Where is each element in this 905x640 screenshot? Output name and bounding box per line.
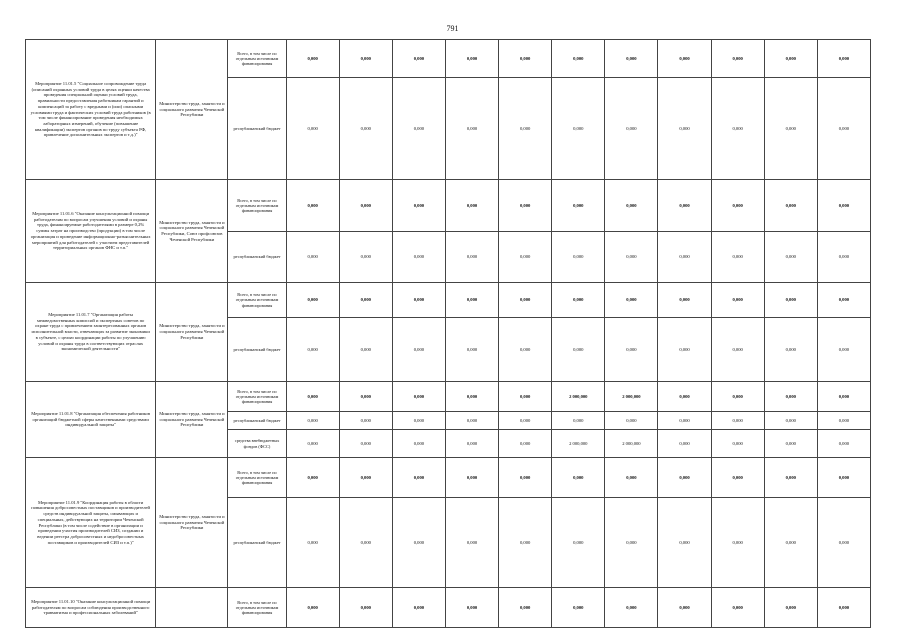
funding-value: 0,000 (339, 588, 392, 628)
funding-value: 0,000 (445, 180, 498, 232)
funding-value: 0,000 (499, 498, 552, 588)
funding-value: 0,000 (605, 498, 658, 588)
funding-value: 0,000 (764, 412, 817, 430)
funding-value: 0,000 (286, 430, 339, 458)
funding-value: 0,000 (339, 498, 392, 588)
measure-name: Мероприятие 11.01.9 "Координация работы в области повышения добросовестных поставщиков и производителей средств индивидуальной защиты, смывающих и специальных, действующих на территории Чеченской Республики (в том числе содействие в организации и проведении участия производителей СИЗ, создании и ведении реестра добросовестных и недобросовестных поставщиков и производителей СИЗ и т.п.)" (26, 458, 156, 588)
funding-value: 0,000 (392, 180, 445, 232)
funding-value: 0,000 (552, 498, 605, 588)
measure-executor (156, 588, 228, 628)
funding-value: 0,000 (552, 78, 605, 180)
funding-value: 0,000 (711, 430, 764, 458)
measure-executor: Министерство труда, занятости и социального развития Чеченской Республики (156, 382, 228, 458)
funding-value: 0,000 (605, 40, 658, 78)
funding-value: 0,000 (658, 78, 711, 180)
funding-value: 0,000 (658, 498, 711, 588)
funding-value: 0,000 (711, 283, 764, 318)
measure-name: Мероприятие 11.01.7 "Организация работы межведомственных комиссий и экспертных советов по охране труда с привлечением заинтересованных органов исполнительной власти, отвечающих за развитие экономики в субъекте, с целью координации работы по улучшению условий и охраны труда в соответствующих отраслях экономической деятельности" (26, 283, 156, 382)
funding-source: республиканский бюджет (228, 78, 286, 180)
funding-value: 0,000 (286, 498, 339, 588)
funding-value: 0,000 (499, 232, 552, 283)
measure-name: Мероприятие 11.01.8 "Организация обеспечения работников организаций бюджетной сферы качественными средствами индивидуальной защиты" (26, 382, 156, 458)
funding-value: 0,000 (286, 588, 339, 628)
funding-value: 0,000 (605, 232, 658, 283)
funding-value: 0,000 (764, 318, 817, 382)
funding-value: 0,000 (499, 318, 552, 382)
measure-name: Мероприятие 11.01.5 "Социальное сопровождение труда (описаний охранных условий труда в целях оценки качества проведения специальной оценки условий труда, правильности предоставления работникам гарантий и компенсаций за работу с вредными и (или) опасными условиями труда и фактических условий труда работников (в том числе финансирование проведения необходимых лабораторных измерений, обучение (повышение квалификации) экспертов органов по труду субъекта РФ, привлечение дополнительных экспертов и т.д.)" (26, 40, 156, 180)
funding-value: 0,000 (711, 318, 764, 382)
funding-value: 0,000 (286, 318, 339, 382)
measure-executor: Министерство труда, занятости и социального развития Чеченской Республики, Союз профсоюзов Чеченской Республики (156, 180, 228, 283)
funding-value: 0,000 (392, 318, 445, 382)
funding-value: 0,000 (499, 412, 552, 430)
funding-value: 0,000 (392, 40, 445, 78)
funding-value: 0,000 (392, 458, 445, 498)
funding-value: 0,000 (286, 412, 339, 430)
funding-value: 0,000 (392, 382, 445, 412)
funding-source: республиканский бюджет (228, 232, 286, 283)
funding-value: 0,000 (658, 458, 711, 498)
funding-value: 0,000 (392, 412, 445, 430)
funding-source: Всего, в том числе по отдельным источникам финансирования (228, 588, 286, 628)
funding-value: 0,000 (658, 430, 711, 458)
funding-value: 0,000 (658, 40, 711, 78)
funding-value: 0,000 (658, 588, 711, 628)
funding-value: 0,000 (658, 232, 711, 283)
funding-value: 0,000 (445, 232, 498, 283)
funding-value: 0,000 (286, 382, 339, 412)
funding-value: 0,000 (817, 180, 870, 232)
table-row (26, 283, 871, 318)
funding-value: 0,000 (764, 180, 817, 232)
funding-source: республиканский бюджет (228, 498, 286, 588)
funding-value: 0,000 (286, 232, 339, 283)
funding-value: 0,000 (286, 180, 339, 232)
funding-value: 0,000 (339, 78, 392, 180)
funding-value: 0,000 (392, 588, 445, 628)
funding-value: 0,000 (817, 588, 870, 628)
funding-source: Всего, в том числе по отдельным источникам финансирования (228, 283, 286, 318)
funding-value: 0,000 (445, 78, 498, 180)
funding-value: 0,000 (445, 40, 498, 78)
funding-value: 0,000 (499, 283, 552, 318)
table-row (26, 382, 871, 412)
measure-name: Мероприятие 11.01.10 "Оказание консультационной помощи работодателям по вопросам соблюдения производственного травматизма и профессиональных заболеваний" (26, 588, 156, 628)
funding-value: 0,000 (817, 458, 870, 498)
page-number: 791 (446, 24, 459, 33)
table-row (26, 180, 871, 232)
funding-value: 0,000 (552, 412, 605, 430)
funding-value: 0,000 (658, 283, 711, 318)
funding-value: 0,000 (658, 180, 711, 232)
funding-source: Всего, в том числе по отдельным источникам финансирования (228, 40, 286, 78)
funding-value: 0,000 (499, 430, 552, 458)
funding-value: 0,000 (711, 458, 764, 498)
funding-value: 0,000 (339, 283, 392, 318)
funding-value: 0,000 (445, 498, 498, 588)
funding-value: 0,000 (552, 318, 605, 382)
funding-value: 0,000 (445, 458, 498, 498)
funding-value: 0,000 (711, 588, 764, 628)
funding-value: 0,000 (817, 232, 870, 283)
funding-value: 0,000 (764, 430, 817, 458)
funding-value: 0,000 (817, 283, 870, 318)
funding-value: 0,000 (392, 78, 445, 180)
funding-source: республиканский бюджет (228, 412, 286, 430)
funding-value: 0,000 (817, 430, 870, 458)
funding-value: 0,000 (817, 412, 870, 430)
funding-value: 0,000 (552, 40, 605, 78)
measure-executor: Министерство труда, занятости и социального развития Чеченской Республики (156, 283, 228, 382)
funding-value: 0,000 (552, 458, 605, 498)
funding-value: 0,000 (817, 382, 870, 412)
funding-value: 0,000 (552, 180, 605, 232)
funding-value: 0,000 (286, 283, 339, 318)
funding-value: 0,000 (764, 588, 817, 628)
funding-value: 2 000,000 (552, 430, 605, 458)
funding-value: 0,000 (339, 232, 392, 283)
funding-source: Всего, в том числе по отдельным источникам финансирования (228, 180, 286, 232)
funding-value: 0,000 (658, 412, 711, 430)
program-measures-table (25, 39, 871, 628)
funding-value: 0,000 (817, 498, 870, 588)
table-row (26, 458, 871, 498)
measure-name: Мероприятие 11.01.6 "Оказание консультационной помощи работодателям по вопросам улучшения условий и охраны труда, финансируемые работодателями в размере 0,2% суммы затрат на производство (продукции) в том числе организация и проведение информационно-разъяснительных мероприятий для работодателей с участием представителей территориальных органов ФНС и т.п." (26, 180, 156, 283)
funding-value: 0,000 (339, 318, 392, 382)
funding-value: 0,000 (552, 283, 605, 318)
funding-value: 0,000 (764, 382, 817, 412)
funding-value: 0,000 (339, 40, 392, 78)
funding-value: 0,000 (339, 180, 392, 232)
funding-value: 0,000 (605, 412, 658, 430)
funding-source: средства внебюджетных фондов (ФСС) (228, 430, 286, 458)
funding-value: 0,000 (445, 588, 498, 628)
table-row (26, 588, 871, 628)
funding-value: 0,000 (817, 318, 870, 382)
funding-value: 0,000 (764, 283, 817, 318)
funding-value: 0,000 (552, 588, 605, 628)
funding-value: 0,000 (339, 412, 392, 430)
funding-value: 0,000 (711, 382, 764, 412)
funding-value: 0,000 (499, 40, 552, 78)
measure-executor: Министерство труда, занятости и социального развития Чеченской Республики (156, 458, 228, 588)
funding-source: Всего, в том числе по отдельным источникам финансирования (228, 382, 286, 412)
funding-value: 0,000 (711, 40, 764, 78)
funding-value: 0,000 (339, 458, 392, 498)
funding-value: 0,000 (445, 318, 498, 382)
funding-value: 0,000 (445, 283, 498, 318)
funding-value: 0,000 (445, 382, 498, 412)
funding-value: 0,000 (605, 283, 658, 318)
funding-value: 0,000 (764, 78, 817, 180)
funding-value: 0,000 (392, 283, 445, 318)
funding-value: 0,000 (499, 382, 552, 412)
funding-value: 0,000 (499, 458, 552, 498)
funding-value: 0,000 (711, 498, 764, 588)
funding-value: 0,000 (605, 318, 658, 382)
funding-value: 0,000 (286, 40, 339, 78)
funding-value: 0,000 (392, 430, 445, 458)
funding-value: 0,000 (552, 232, 605, 283)
funding-value: 0,000 (605, 588, 658, 628)
funding-source: республиканский бюджет (228, 318, 286, 382)
funding-value: 0,000 (764, 458, 817, 498)
funding-value: 0,000 (764, 40, 817, 78)
funding-value: 0,000 (286, 458, 339, 498)
funding-value: 0,000 (711, 78, 764, 180)
funding-value: 0,000 (445, 412, 498, 430)
funding-value: 0,000 (339, 430, 392, 458)
funding-value: 0,000 (764, 498, 817, 588)
funding-value: 0,000 (817, 40, 870, 78)
funding-value: 0,000 (445, 430, 498, 458)
funding-value: 0,000 (499, 78, 552, 180)
funding-value: 2 000,000 (605, 382, 658, 412)
funding-value: 0,000 (658, 318, 711, 382)
funding-value: 0,000 (392, 232, 445, 283)
funding-value: 0,000 (817, 78, 870, 180)
funding-value: 0,000 (711, 412, 764, 430)
funding-value: 0,000 (605, 180, 658, 232)
funding-value: 0,000 (658, 382, 711, 412)
funding-value: 0,000 (286, 78, 339, 180)
funding-value: 2 000,000 (605, 430, 658, 458)
funding-source: Всего, в том числе по отдельным источникам финансирования (228, 458, 286, 498)
funding-value: 0,000 (711, 180, 764, 232)
funding-value: 0,000 (764, 232, 817, 283)
funding-value: 2 000,000 (552, 382, 605, 412)
funding-value: 0,000 (499, 588, 552, 628)
funding-value: 0,000 (339, 382, 392, 412)
funding-value: 0,000 (499, 180, 552, 232)
funding-value: 0,000 (605, 78, 658, 180)
funding-value: 0,000 (711, 232, 764, 283)
measure-executor: Министерство труда, занятости и социального развития Чеченской Республики (156, 40, 228, 180)
funding-value: 0,000 (605, 458, 658, 498)
funding-value: 0,000 (392, 498, 445, 588)
table-row (26, 40, 871, 78)
